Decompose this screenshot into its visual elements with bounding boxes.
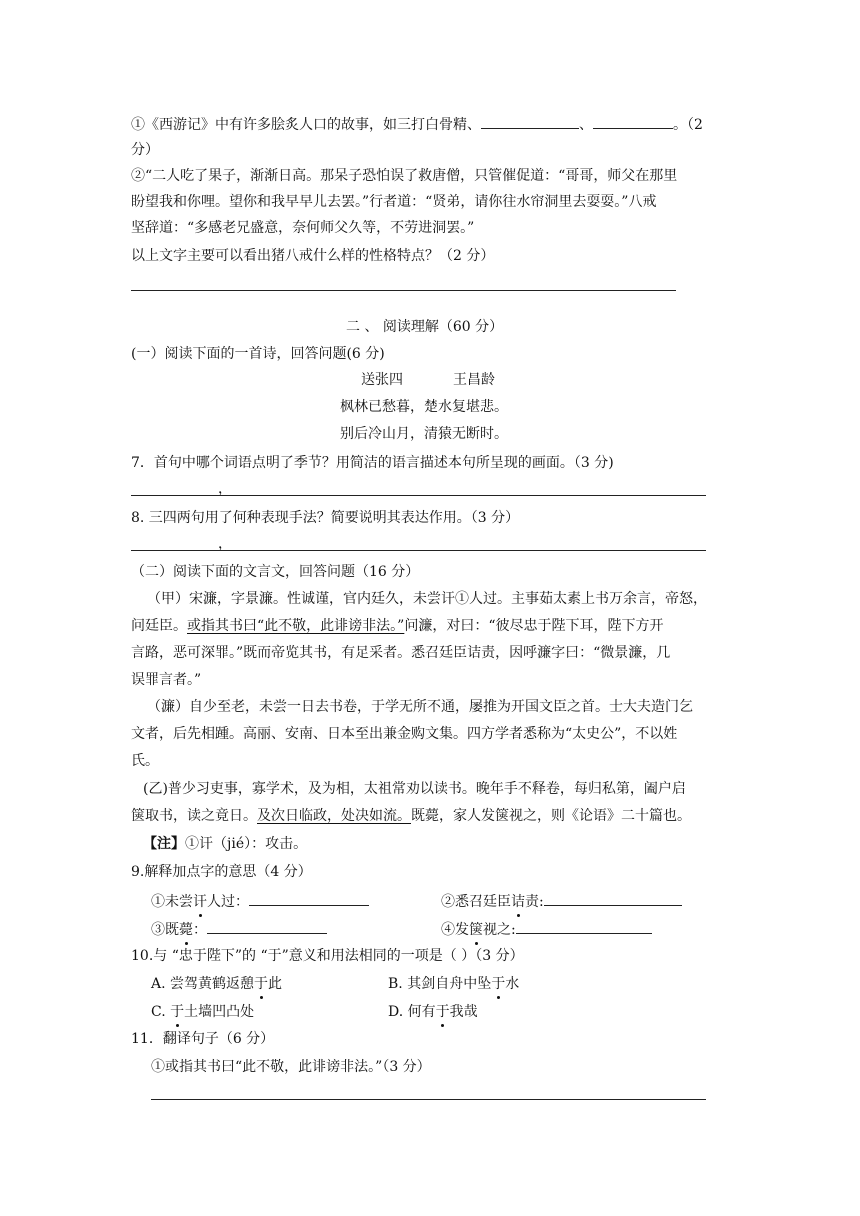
question-1-text-a: ①《西游记》中有许多脍炙人口的故事，如三打白骨精、 bbox=[131, 117, 481, 133]
passage-lian-line-3: 氏。 bbox=[131, 753, 159, 769]
poem-author: 王昌龄 bbox=[453, 372, 495, 388]
annotation bbox=[143, 834, 307, 854]
answer-line[interactable] bbox=[131, 290, 676, 291]
question-7: 7．首句中哪个词语点明了季节？用简洁的语言描述本句所呈现的画面。（3 分) bbox=[131, 455, 614, 471]
annotation-text: ①讦（jié）：攻击。 bbox=[185, 836, 308, 852]
question-9-item-2: ②悉召廷臣诘责: bbox=[441, 891, 682, 912]
question-9-title: 9.解释加点字的意思（4 分） bbox=[131, 864, 312, 880]
answer-blank[interactable] bbox=[249, 891, 369, 906]
dotted-character: 于 bbox=[491, 976, 506, 992]
passage-jia-line-1: （甲）宋濂，字景濂。性诚谨，官内廷久，未尝讦①人过。主事茹太素上书万余言，帝怒， bbox=[147, 591, 707, 607]
question-9-item-3: ③既薨： bbox=[151, 919, 327, 940]
passage-lian-line-2: 文者，后先相踵。高丽、安南、日本至出兼金购文集。四方学者悉称为“太史公”，不以姓 bbox=[131, 726, 678, 742]
passage-jia-line-3: 言路，恶可深罪。”既而帝览其书，有足采者。悉召廷臣诘责，因呼濂字曰：“微景濂，几 bbox=[131, 645, 671, 661]
option-c[interactable]: C. 于土墙凹凸处 bbox=[151, 1004, 255, 1020]
answer-line[interactable] bbox=[131, 495, 706, 496]
passage-yi-line-1: (乙)普少习吏事，寡学术，及为相，太祖常劝以读书。晚年手不释卷，每归私第，阖户启 bbox=[143, 781, 686, 797]
dotted-character: 于 bbox=[254, 976, 269, 992]
passage-jia-line-4: 误罪言者。” bbox=[131, 672, 202, 688]
question-8: 8. 三四两句用了何种表现手法？简要说明其表达作用。（3 分） bbox=[131, 510, 520, 526]
answer-blank[interactable] bbox=[516, 919, 652, 934]
answer-blank[interactable] bbox=[544, 891, 682, 906]
answer-line[interactable] bbox=[131, 550, 706, 551]
underlined-sentence: 或指其书曰“此不敬，此诽谤非法。” bbox=[187, 618, 405, 634]
answer-line[interactable] bbox=[151, 1099, 706, 1100]
annotation-label: 【注】 bbox=[143, 836, 185, 852]
option-a[interactable]: A. 尝驾黄鹤返憩于此 bbox=[151, 976, 283, 992]
poem-title-line bbox=[361, 370, 495, 390]
poem-part-intro: (一）阅读下面的一首诗，回答问题(6 分) bbox=[131, 346, 385, 362]
dotted-character: 于 bbox=[435, 1004, 450, 1020]
question-10-title: 10.与 “忠于陛下”的 “于”意义和用法相同的一项是（ ）（3 分） bbox=[131, 948, 524, 964]
option-b[interactable]: B. 其剑自舟中坠于水 bbox=[388, 976, 520, 992]
question-1-score: 。（2 bbox=[673, 117, 703, 133]
dotted-character: 于 bbox=[170, 1004, 185, 1020]
question-9-item-1: ①未尝讦人过： bbox=[151, 891, 369, 912]
question-1-line-2: 分） bbox=[131, 142, 159, 158]
question-2-line-4: 以上文字主要可以看出猪八戒什么样的性格特点？（2 分） bbox=[131, 248, 495, 264]
passage-lian-line-1: （濂）自少至老，未尝一日去书卷，于学无所不通，屡推为开国文臣之首。士大夫造门乞 bbox=[147, 699, 693, 715]
underlined-sentence: 及次日临政，处决如流。 bbox=[257, 808, 411, 824]
classical-part-intro: （二）阅读下面的文言文，回答问题（16 分） bbox=[131, 564, 420, 580]
answer-comma: ， bbox=[218, 536, 232, 552]
question-9-item-4: ④发箧视之: bbox=[441, 919, 652, 940]
answer-blank[interactable] bbox=[481, 114, 579, 129]
poem-line-1: 枫林已愁暮，楚水复堪悲。 bbox=[340, 399, 508, 415]
question-2-line-1: ②“二人吃了果子，渐渐日高。那呆子恐怕误了救唐僧，只管催促道：“哥哥，师父在那里 bbox=[131, 168, 678, 184]
dotted-character: 诘 bbox=[511, 894, 525, 910]
dotted-character: 薨 bbox=[179, 922, 193, 938]
question-11-sentence-1: ①或指其书曰“此不敬，此诽谤非法。”（3 分） bbox=[151, 1059, 431, 1075]
poem-line-2: 别后冷山月，清猿无断时。 bbox=[340, 426, 508, 442]
answer-comma: ， bbox=[218, 481, 232, 497]
poem-title: 送张四 bbox=[361, 372, 403, 388]
passage-jia-line-2: 问廷臣。或指其书曰“此不敬，此诽谤非法。”问濂，对曰：“彼尽忠于陛下耳，陛下方开 bbox=[131, 618, 664, 634]
question-1-separator: 、 bbox=[579, 117, 593, 133]
dotted-character: 讦 bbox=[193, 894, 207, 910]
question-1-line-1 bbox=[131, 114, 703, 135]
question-2-line-2: 盼望我和你哩。望你和我早早儿去罢。”行者道：“贤弟，请你往水帘洞里去耍耍。”八戒 bbox=[131, 194, 657, 210]
option-d[interactable]: D. 何有于我哉 bbox=[388, 1004, 478, 1020]
section-2-title: 二 、 阅读理解（60 分） bbox=[346, 319, 504, 335]
question-2-line-3: 坚辞道：“多感老兄盛意，奈何师父久等，不劳进洞罢。” bbox=[131, 220, 475, 236]
question-11-title: 11．翻译句子（6 分） bbox=[131, 1031, 275, 1047]
passage-yi-line-2: 箧取书，读之竟日。及次日临政，处决如流。既薨，家人发箧视之，则《论语》二十篇也。 bbox=[131, 808, 691, 824]
answer-blank[interactable] bbox=[593, 114, 673, 129]
answer-blank[interactable] bbox=[207, 919, 327, 934]
dotted-character: 箧 bbox=[469, 922, 483, 938]
